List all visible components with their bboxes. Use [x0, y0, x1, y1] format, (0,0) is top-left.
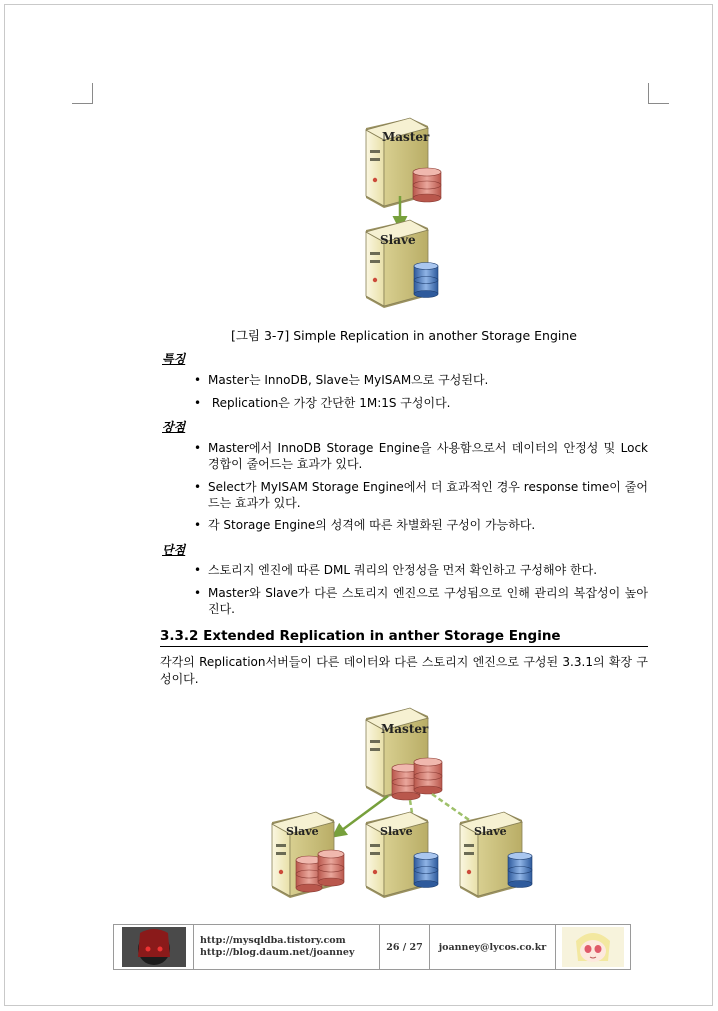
section-paragraph: 각각의 Replication서버들이 다른 데이터와 다른 스토리지 엔진으로 구성된 3.3.1의 확장 구성이다.: [160, 655, 648, 686]
section-title: 3.3.2 Extended Replication in anther Storage Engine: [160, 628, 648, 647]
figure-simple-replication: [0, 0, 718, 320]
slave-label: Slave: [380, 233, 416, 247]
database-red-icon: [413, 168, 441, 202]
database-blue-icon: [414, 853, 438, 888]
cons-heading: 단점: [162, 543, 186, 557]
slave-label: Slave: [380, 825, 413, 838]
list-item: • 스토리지 엔진에 따른 DML 쿼리의 안정성을 먼저 확인하고 구성해야 한다.: [194, 563, 598, 577]
pros-heading: 장점: [162, 420, 186, 434]
page-footer: [113, 924, 631, 970]
master-label: Master: [381, 722, 429, 736]
avatar-dark-icon: [122, 927, 186, 967]
author-avatar-cartoon: [556, 925, 630, 969]
database-blue-icon: [508, 853, 532, 888]
list-item: • Replication은 가장 간단한 1M:1S 구성이다.: [194, 396, 451, 410]
database-red-icon: [318, 850, 344, 886]
author-email[interactable]: joanney@lycos.co.kr: [430, 925, 556, 969]
database-red-icon: [414, 758, 442, 794]
blog-link-daum[interactable]: http://blog.daum.net/joanney: [200, 947, 355, 958]
page-number: 26 / 27: [380, 925, 430, 969]
list-item: • Master는 InnoDB, Slave는 MyISAM으로 구성된다.: [194, 373, 489, 387]
figure-caption: [그림 3-7] Simple Replication in another Storage Engine: [230, 328, 577, 343]
list-item: • Master와 Slave가 다른 스토리지 엔진으로 구성됨으로 인해 관리의 복잡성이 높아진다.: [194, 586, 648, 616]
slave-label: Slave: [474, 825, 507, 838]
master-label: Master: [382, 130, 430, 144]
author-avatar: [114, 925, 194, 969]
slave-label: Slave: [286, 825, 319, 838]
list-item: • Select가 MyISAM Storage Engine에서 더 효과적인 경우 response time이 줄어드는 효과가 있다.: [194, 480, 648, 510]
list-item: • 각 Storage Engine의 성격에 따른 차별화된 구성이 가능하다.: [194, 518, 536, 532]
features-heading: 특징: [162, 352, 186, 366]
database-blue-icon: [414, 263, 438, 298]
list-item: • Master에서 InnoDB Storage Engine을 사용함으로서 데이터의 안정성 및 Lock 경합이 줄어드는 효과가 있다.: [194, 441, 648, 471]
avatar-cartoon-icon: [562, 927, 624, 967]
blog-link-tistory[interactable]: http://mysqldba.tistory.com: [200, 935, 346, 946]
figure-extended-replication: [0, 700, 718, 910]
